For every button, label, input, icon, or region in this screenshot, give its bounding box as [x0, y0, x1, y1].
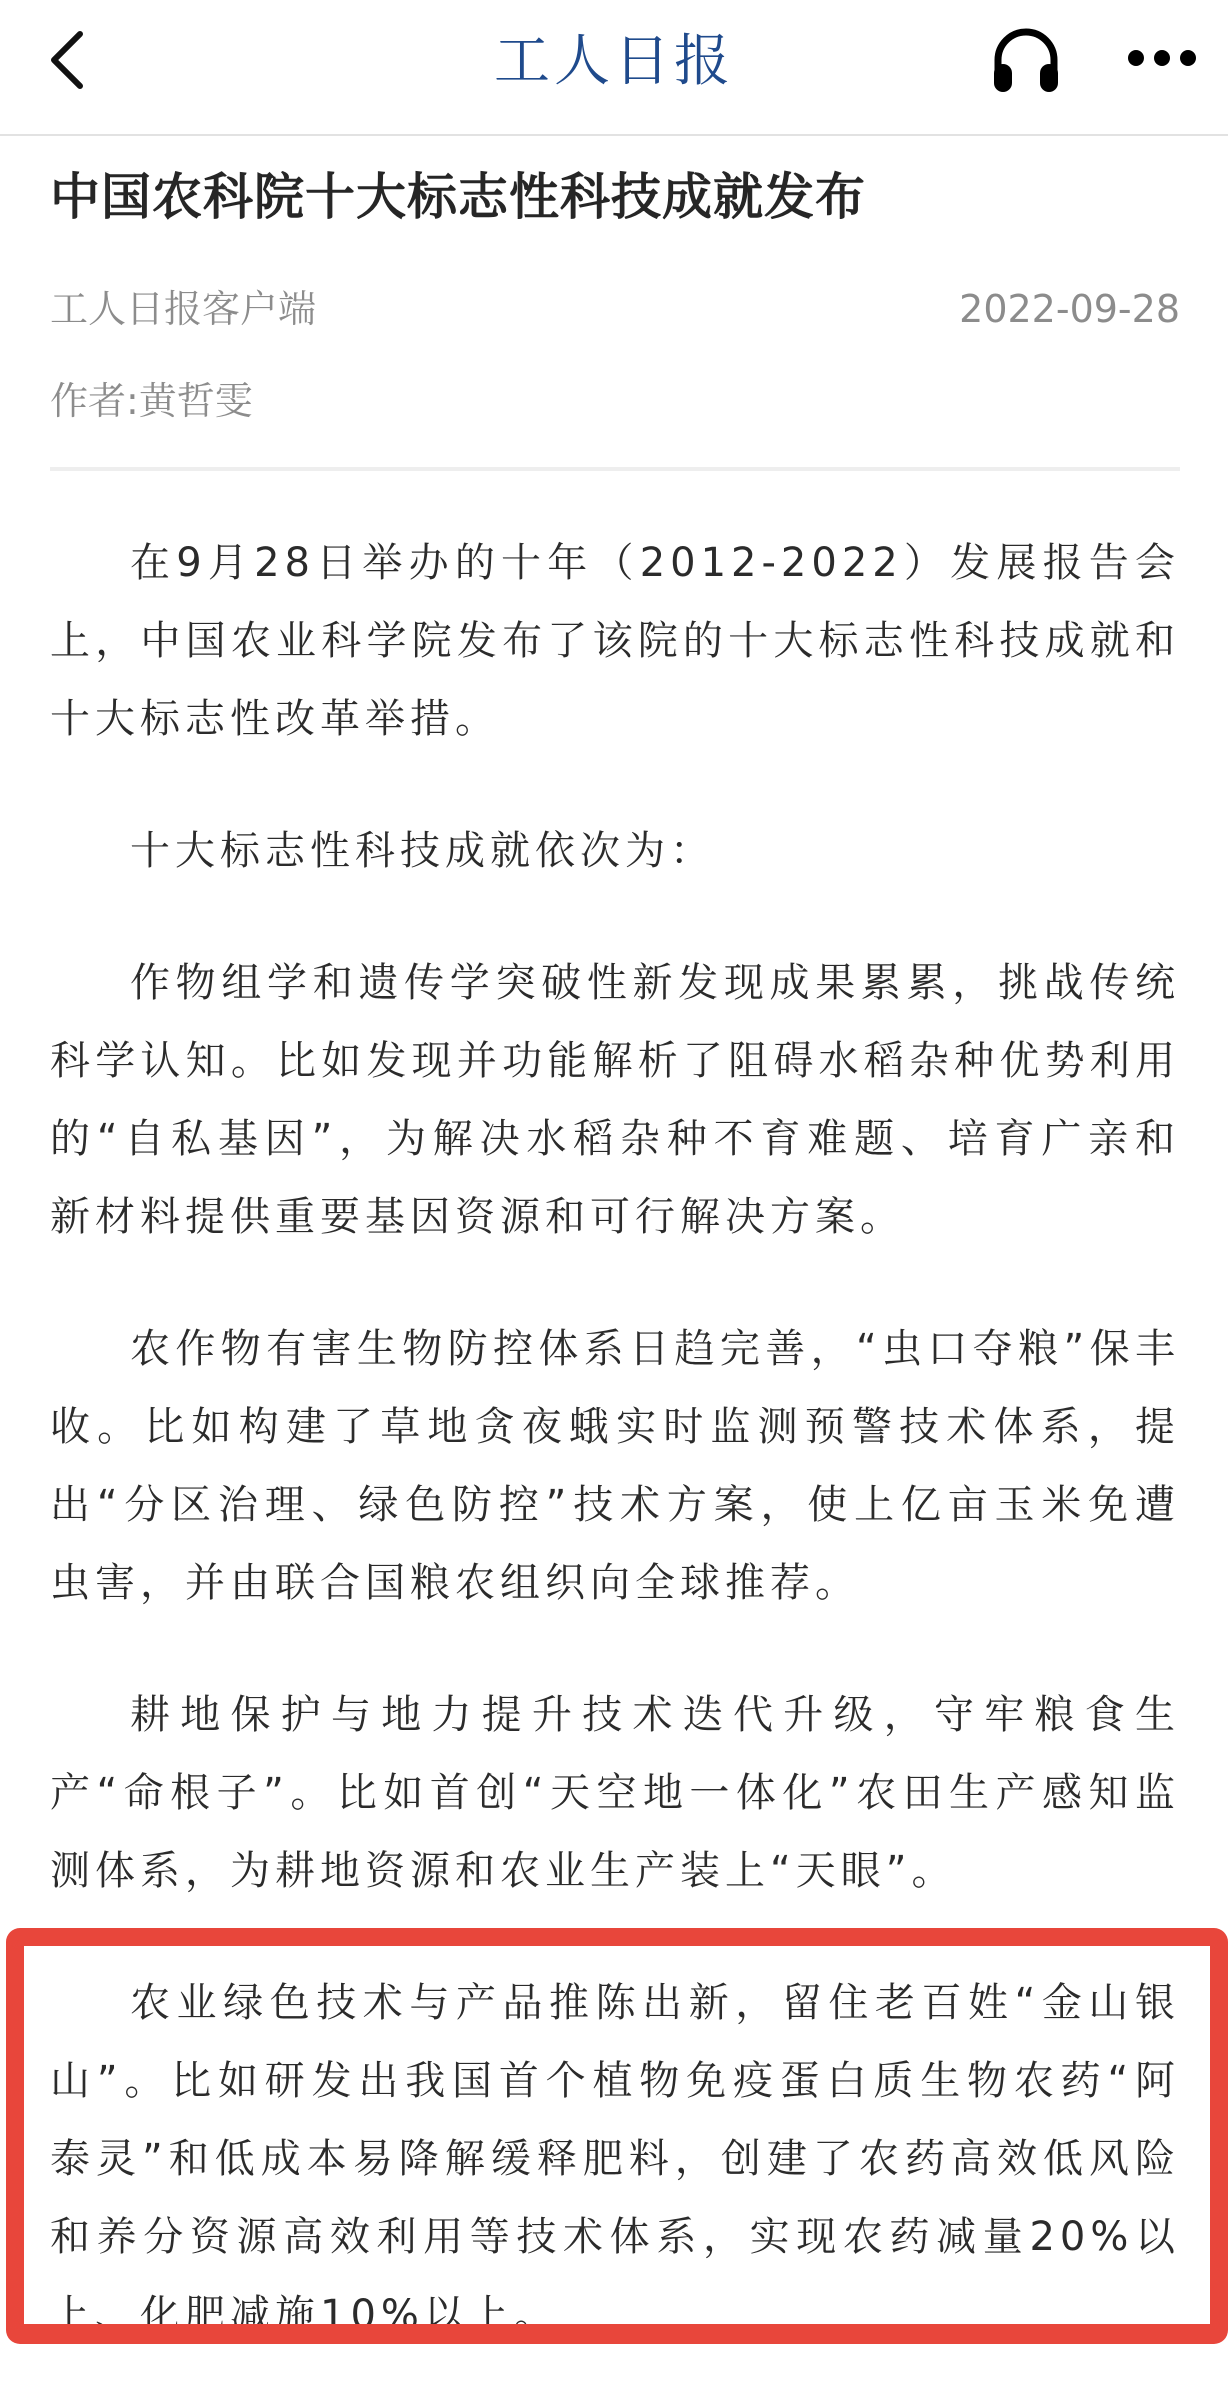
paragraph-highlighted: 农业绿色技术与产品推陈出新，留住老百姓“金山银山”。比如研发出我国首个植物免疫蛋白质生物农药“阿泰灵”和低成本易降解缓释肥料，创建了农药高效低风险和养分资源高效利用等技术体系，实现农药减量20%以上、化肥减施10%以上。 — [50, 1980, 1180, 2338]
headphones-icon — [988, 20, 1064, 96]
article-date: 2022-09-28 — [959, 287, 1180, 331]
article-body — [50, 524, 1180, 2408]
paragraph: 十大标志性科技成就依次为： — [130, 828, 715, 874]
listen-button[interactable] — [988, 20, 1064, 96]
article-meta — [50, 284, 1180, 334]
paragraph: 在9月28日举办的十年（2012-2022）发展报告会上，中国农业科学院发布了该院的十大标志性科技成就和十大标志性改革举措。 — [50, 540, 1180, 742]
more-button[interactable] — [1124, 42, 1200, 74]
paragraph: 耕地保护与地力提升技术迭代升级，守牢粮食生产“命根子”。比如首创“天空地一体化”农田生产感知监测体系，为耕地资源和农业生产装上“天眼”。 — [50, 1692, 1180, 1894]
app-title: 工人日报 — [494, 29, 734, 94]
article-title: 中国农科院十大标志性科技成就发布 — [50, 168, 866, 226]
meta-divider — [50, 467, 1180, 471]
paragraph: 农作物有害生物防控体系日趋完善，“虫口夺粮”保丰收。比如构建了草地贪夜蛾实时监测预警技术体系，提出“分区治理、绿色防控”技术方案，使上亿亩玉米免遭虫害，并由联合国粮农组织向全球推荐。 — [50, 1326, 1180, 1606]
paragraph: 作物组学和遗传学突破性新发现成果累累，挑战传统科学认知。比如发现并功能解析了阻碍水稻杂种优势利用的“自私基因”，为解决水稻杂种不育难题、培育广亲和新材料提供重要基因资源和可行解决方案。 — [50, 960, 1180, 1240]
article-author: 作者:黄哲雯 — [50, 379, 253, 423]
top-navbar — [0, 0, 1228, 136]
article-source: 工人日报客户端 — [50, 287, 317, 331]
more-horizontal-icon — [1124, 42, 1200, 74]
